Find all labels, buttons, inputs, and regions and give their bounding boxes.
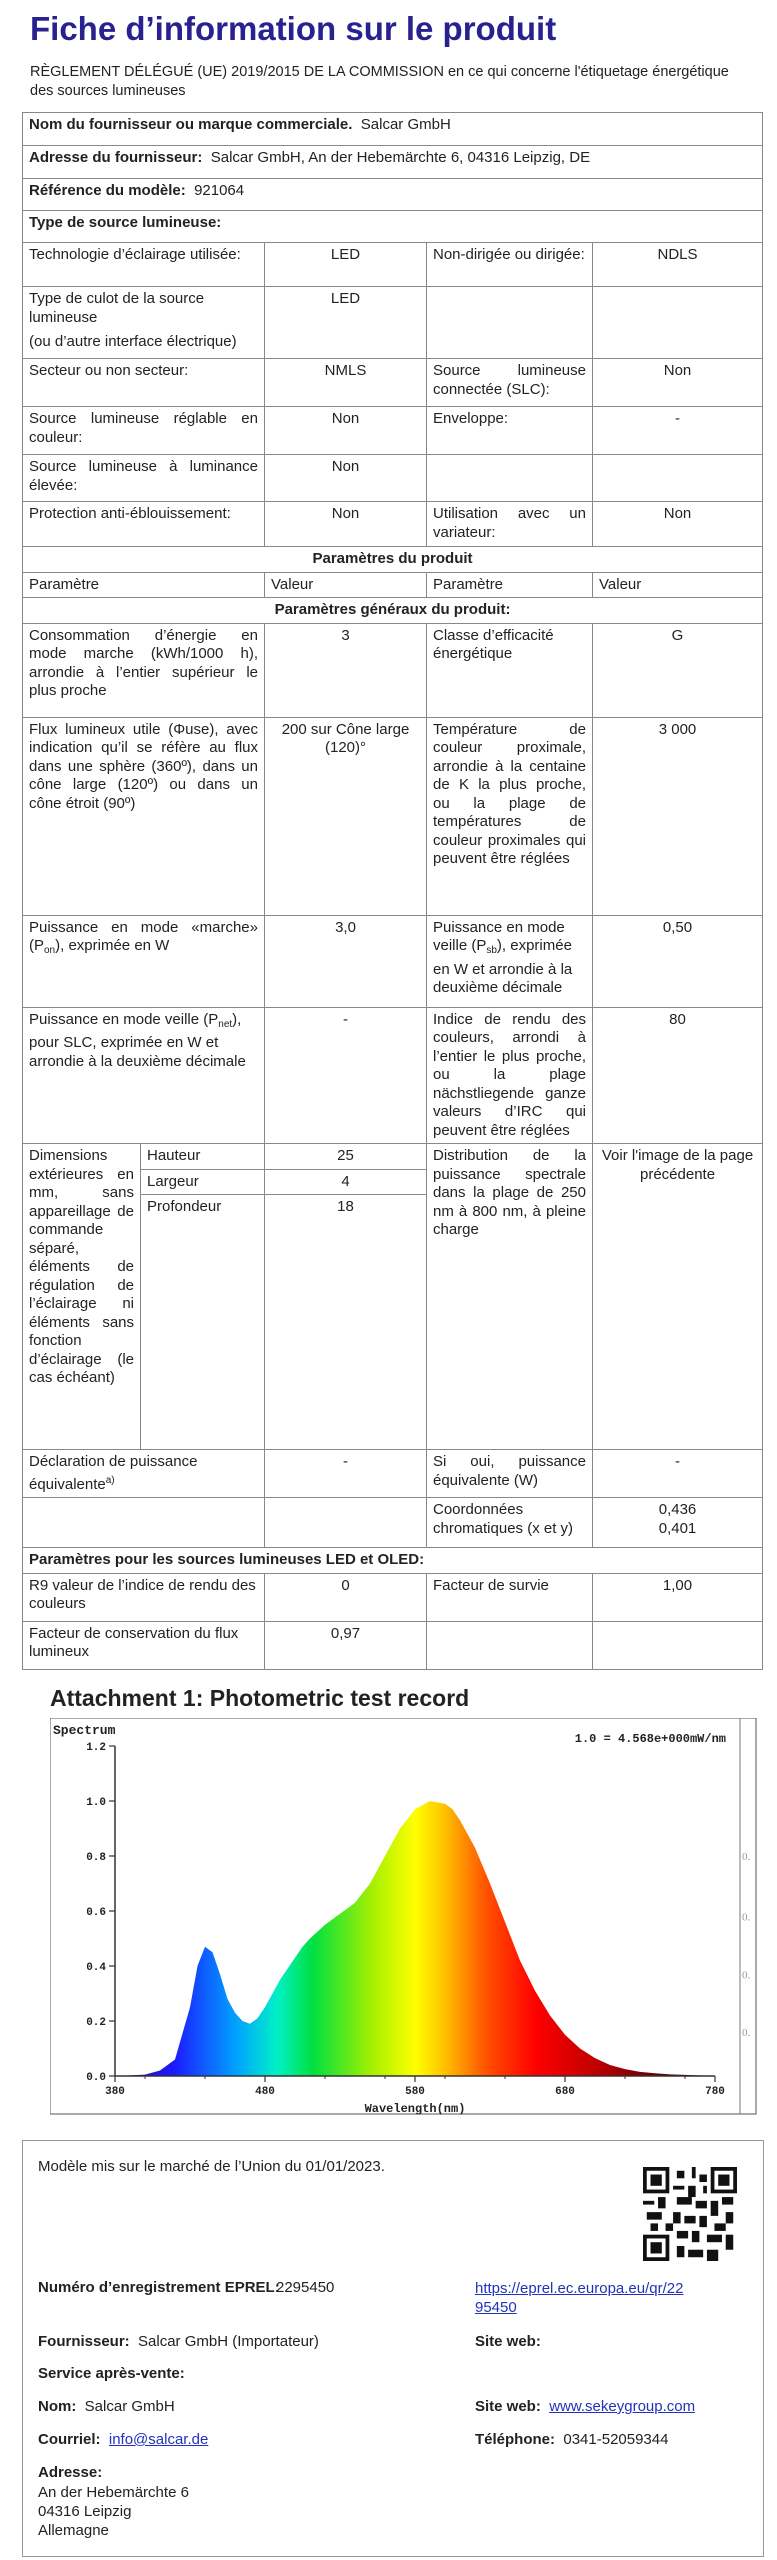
general-params-heading: Paramètres généraux du produit: — [23, 598, 763, 624]
class-label: Classe d’efficacité énergétique — [427, 623, 593, 717]
dims-label: Dimensions extérieures en mm, sans appareillage de commande séparé, éléments de régulation de l’éclairage ni éléments sans fonction d’éclairage (le cas échéant) — [23, 1144, 141, 1450]
y-tick-label: 0.8 — [86, 1852, 106, 1864]
right-tick-label: 0. — [742, 1851, 751, 1863]
website-label: Site web: — [475, 2333, 541, 2350]
depth-value: 18 — [265, 1195, 427, 1220]
directional-value: NDLS — [593, 243, 763, 287]
survival-value: 1,00 — [593, 1573, 763, 1621]
website2-label: Site web: — [475, 2398, 541, 2415]
equiv-label: Déclaration de puissance équivalente$^{a)}$ — [23, 1450, 265, 1498]
col-value-right: Valeur — [593, 572, 763, 598]
eprel-value: 2295450 — [276, 2279, 335, 2296]
address-line-2: 04316 Leipzig — [38, 2503, 132, 2520]
hlum-value: Non — [265, 455, 427, 502]
phone-value: 0341-52059344 — [563, 2431, 669, 2448]
mains-value: NMLS — [265, 359, 427, 407]
tech-value: LED — [265, 243, 427, 287]
dimmer-label: Utilisation avec un variateur: — [427, 502, 593, 547]
y-tick-label: 0.6 — [86, 1907, 106, 1919]
psb-label: Puissance en mode veille $(P_{sb})$, exprimée en W et arrondie à la deuxième décimale — [427, 915, 593, 1007]
x-tick-label: 580 — [405, 2086, 425, 2098]
spectrum-chart — [50, 1718, 762, 2118]
eprel-label: Numéro d’enregistrement EPREL: — [38, 2279, 280, 2296]
right-tick-label: 0. — [742, 2027, 751, 2039]
chroma-label: Coordonnées chromatiques (x et y) — [427, 1498, 593, 1548]
envelope-value: - — [593, 407, 763, 455]
pon-label: Puissance en mode «marche» $(P_{on})$, exprimée en W — [23, 915, 265, 1007]
lumen-value: 0,97 — [265, 1621, 427, 1669]
spd-label: Distribution de la puissance spectrale dans la plage de 250 nm à 800 nm, à pleine charge — [427, 1144, 593, 1450]
right-tick-label: 0. — [742, 1969, 751, 1982]
product-info-table — [22, 112, 763, 1670]
hlum-label: Source lumineuse à luminance élevée: — [23, 455, 265, 502]
email-link[interactable]: info@salcar.de — [108, 2431, 209, 2448]
depth-label: Profondeur — [141, 1195, 265, 1220]
led-params-heading: Paramètres pour les sources lumineuses LED et OLED: — [23, 1548, 763, 1574]
name-value: Salcar GmbH — [84, 2398, 175, 2415]
colour-label: Source lumineuse réglable en couleur: — [23, 407, 265, 455]
dimmer-value: Non — [593, 502, 763, 547]
cap-label: Type de culot de la source lumineuse (ou d’autre interface électrique) — [23, 287, 265, 359]
y-tick-label: 1.2 — [86, 1742, 106, 1754]
address-line-3: Allemagne — [38, 2522, 109, 2539]
spd-value: Voir l'image de la page précédente — [593, 1144, 763, 1450]
model-row: Référence du modèle: 921064 — [23, 179, 763, 211]
glare-value: Non — [265, 502, 427, 547]
service-label: Service après-vente: — [38, 2365, 185, 2382]
col-param-right: Paramètre — [427, 572, 593, 598]
psb-value: 0,50 — [593, 915, 763, 1007]
source-type-heading: Type de source lumineuse: — [23, 211, 763, 243]
y-tick-label: 0.2 — [86, 2017, 106, 2029]
supplier-row: Nom du fournisseur ou marque commerciale. Salcar GmbH — [23, 113, 763, 146]
address-line-1: An der Hebemärchte 6 — [38, 2484, 189, 2501]
supplier-label: Fournisseur: — [38, 2333, 130, 2350]
chart-title: Spectrum — [53, 1723, 116, 1738]
class-value: G — [593, 623, 763, 717]
cri-label: Indice de rendu des couleurs, arrondi à l’entier le plus proche, ou la plage nächstliegende ganze valeurs d’IRC qui peuvent être réglées — [427, 1007, 593, 1144]
colour-value: Non — [265, 407, 427, 455]
address-row: Adresse du fournisseur: Salcar GmbH, An der Hebemärchte 6, 04316 Leipzig, DE — [23, 146, 763, 179]
footer-box — [22, 2140, 764, 2557]
supplier-value: Salcar GmbH (Importateur) — [138, 2333, 319, 2350]
equiv-value: - — [265, 1450, 427, 1498]
x-tick-label: 380 — [105, 2086, 125, 2098]
r9-value: 0 — [265, 1573, 427, 1621]
chart-annotation: 1.0 = 4.568e+000mW/nm — [574, 1732, 726, 1746]
regulation-subtitle: RÈGLEMENT DÉLÉGUÉ (UE) 2019/2015 DE LA COMMISSION en ce qui concerne l'étiquetage énergétique des sources lumineuses — [30, 64, 729, 99]
attachment-title: Attachment 1: Photometric test record — [50, 1685, 470, 1711]
page-title: Fiche d’information sur le produit — [30, 10, 557, 47]
cap-value: LED — [265, 287, 427, 359]
pnet-label: Puissance en mode veille $(P_{net})$, pour SLC, exprimée en W et arrondie à la deuxième décimale — [23, 1007, 265, 1144]
x-tick-label: 680 — [555, 2086, 575, 2098]
x-tick-label: 480 — [255, 2086, 275, 2098]
cct-value: 3 000 — [593, 717, 763, 915]
x-axis-label: Wavelength(nm) — [364, 2102, 466, 2116]
col-param-left: Paramètre — [23, 572, 265, 598]
mains-label: Secteur ou non secteur: — [23, 359, 265, 407]
energy-value: 3 — [265, 623, 427, 717]
glare-label: Protection anti-éblouissement: — [23, 502, 265, 547]
r9-label: R9 valeur de l’indice de rendu des couleurs — [23, 1573, 265, 1621]
x-tick-label: 780 — [705, 2086, 725, 2098]
lumen-label: Facteur de conservation du flux lumineux — [23, 1621, 265, 1669]
width-label: Largeur — [141, 1169, 265, 1195]
cri-value: 80 — [593, 1007, 763, 1144]
tech-label: Technologie d’éclairage utilisée: — [23, 243, 265, 287]
directional-label: Non-dirigée ou dirigée: — [427, 243, 593, 287]
height-value: 25 — [265, 1144, 427, 1170]
website-link[interactable]: www.sekeygroup.com — [549, 2398, 696, 2415]
eprel-link[interactable]: https://eprel.ec.europa.eu/qr/22 95450 — [475, 2280, 684, 2316]
energy-label: Consommation d’énergie en mode marche (kWh/1000 h), arrondie à l’entier supérieur le plus proche — [23, 623, 265, 717]
survival-label: Facteur de survie — [427, 1573, 593, 1621]
flux-value: 200 sur Cône large (120)° — [265, 717, 427, 915]
slc-label: Source lumineuse connectée (SLC): — [427, 359, 593, 407]
y-tick-label: 0.4 — [86, 1962, 106, 1974]
email-label: Courriel: — [38, 2431, 101, 2448]
right-tick-label: 0. — [742, 1911, 751, 1924]
width-value: 4 — [265, 1169, 427, 1195]
slc-value: Non — [593, 359, 763, 407]
chroma-value: 0,436 0,401 — [593, 1498, 763, 1548]
pon-value: 3,0 — [265, 915, 427, 1007]
name-label: Nom: — [38, 2398, 77, 2415]
envelope-label: Enveloppe: — [427, 407, 593, 455]
market-date: Modèle mis sur le marché de l’Union du 01/01/2023. — [38, 2158, 385, 2175]
cct-label: Température de couleur proximale, arrondie à la centaine de K la plus proche, ou la plage de températures de couleur proximales qui peuvent être réglées — [427, 717, 593, 915]
y-tick-label: 1.0 — [86, 1797, 106, 1809]
qr-code — [643, 2167, 737, 2261]
equiv-w-value: - — [593, 1450, 763, 1498]
equiv-w-label: Si oui, puissance équivalente (W) — [427, 1450, 593, 1498]
height-label: Hauteur — [141, 1144, 265, 1170]
params-heading: Paramètres du produit — [23, 547, 763, 573]
pnet-value: - — [265, 1007, 427, 1144]
flux-label: Flux lumineux utile (Φuse), avec indication qu’il se réfère au flux dans une sphère (360º), dans un cône large (120º) ou dans un cône étroit (90º) — [23, 717, 265, 915]
y-tick-label: 0.0 — [86, 2072, 106, 2084]
phone-label: Téléphone: — [475, 2431, 556, 2448]
address-label: Adresse: — [38, 2464, 103, 2481]
col-value-left: Valeur — [265, 572, 427, 598]
